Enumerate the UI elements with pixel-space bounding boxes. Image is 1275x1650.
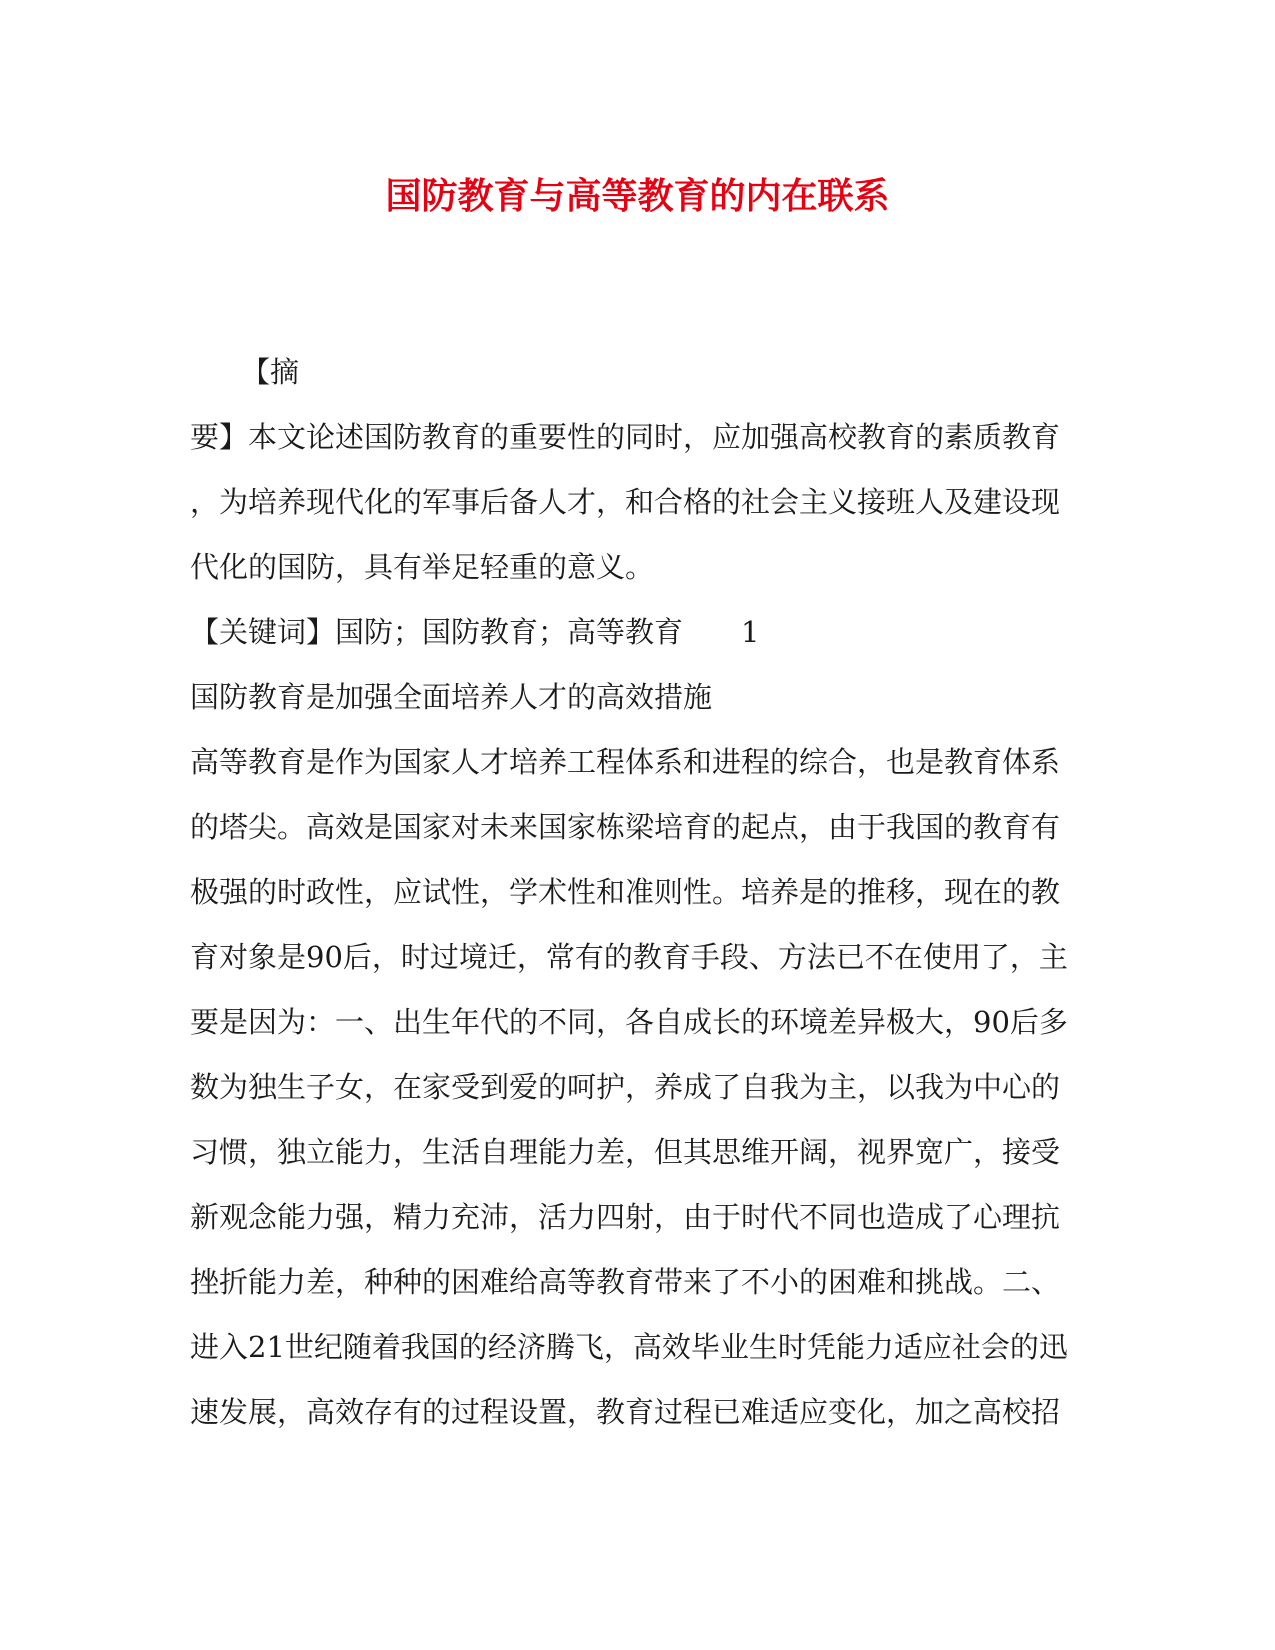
body-line: 进入21世纪随着我国的经济腾飞，高效毕业生时凭能力适应社会的迅 xyxy=(190,1330,1068,1364)
document-title: 国防教育与高等教育的内在联系 xyxy=(385,175,890,217)
body-line: 要是因为：一、出生年代的不同，各自成长的环境差异极大，90后多 xyxy=(190,1005,1068,1039)
abstract-line: 代化的国防，具有举足轻重的意义。 xyxy=(190,550,655,584)
section-heading: 国防教育是加强全面培养人才的高效措施 xyxy=(190,680,713,714)
abstract-line: 要】本文论述国防教育的重要性的同时，应加强高校教育的素质教育 xyxy=(190,420,1061,454)
abstract-line: ，为培养现代化的军事后备人才，和合格的社会主义接班人及建设现 xyxy=(190,485,1061,519)
keywords-text: 【关键词】国防；国防教育；高等教育 xyxy=(190,615,684,649)
body-line: 极强的时政性，应试性，学术性和准则性。培养是的推移，现在的教 xyxy=(190,875,1061,909)
keywords-line xyxy=(190,600,1070,665)
abstract-label-start: 【摘 xyxy=(241,355,300,389)
body-line: 数为独生子女，在家受到爱的呵护，养成了自我为主，以我为中心的 xyxy=(190,1070,1061,1104)
abstract-paragraph xyxy=(190,405,1070,600)
body-line: 高等教育是作为国家人才培养工程体系和进程的综合，也是教育体系 xyxy=(190,745,1061,779)
body-line: 速发展，高效存有的过程设置，教育过程已难适应变化，加之高校招 xyxy=(190,1395,1061,1429)
body-line: 挫折能力差，种种的困难给高等教育带来了不小的困难和挑战。二、 xyxy=(190,1265,1061,1299)
body-paragraph xyxy=(190,730,1070,1445)
body-line: 育对象是90后，时过境迁，常有的教育手段、方法已不在使用了，主 xyxy=(190,940,1068,974)
body-line: 的塔尖。高效是国家对未来国家栋梁培育的起点，由于我国的教育有 xyxy=(190,810,1061,844)
body-line: 习惯，独立能力，生活自理能力差，但其思维开阔，视界宽广，接受 xyxy=(190,1135,1061,1169)
section-number: 1 xyxy=(741,615,760,649)
body-line: 新观念能力强，精力充沛，活力四射，由于时代不同也造成了心理抗 xyxy=(190,1200,1061,1234)
